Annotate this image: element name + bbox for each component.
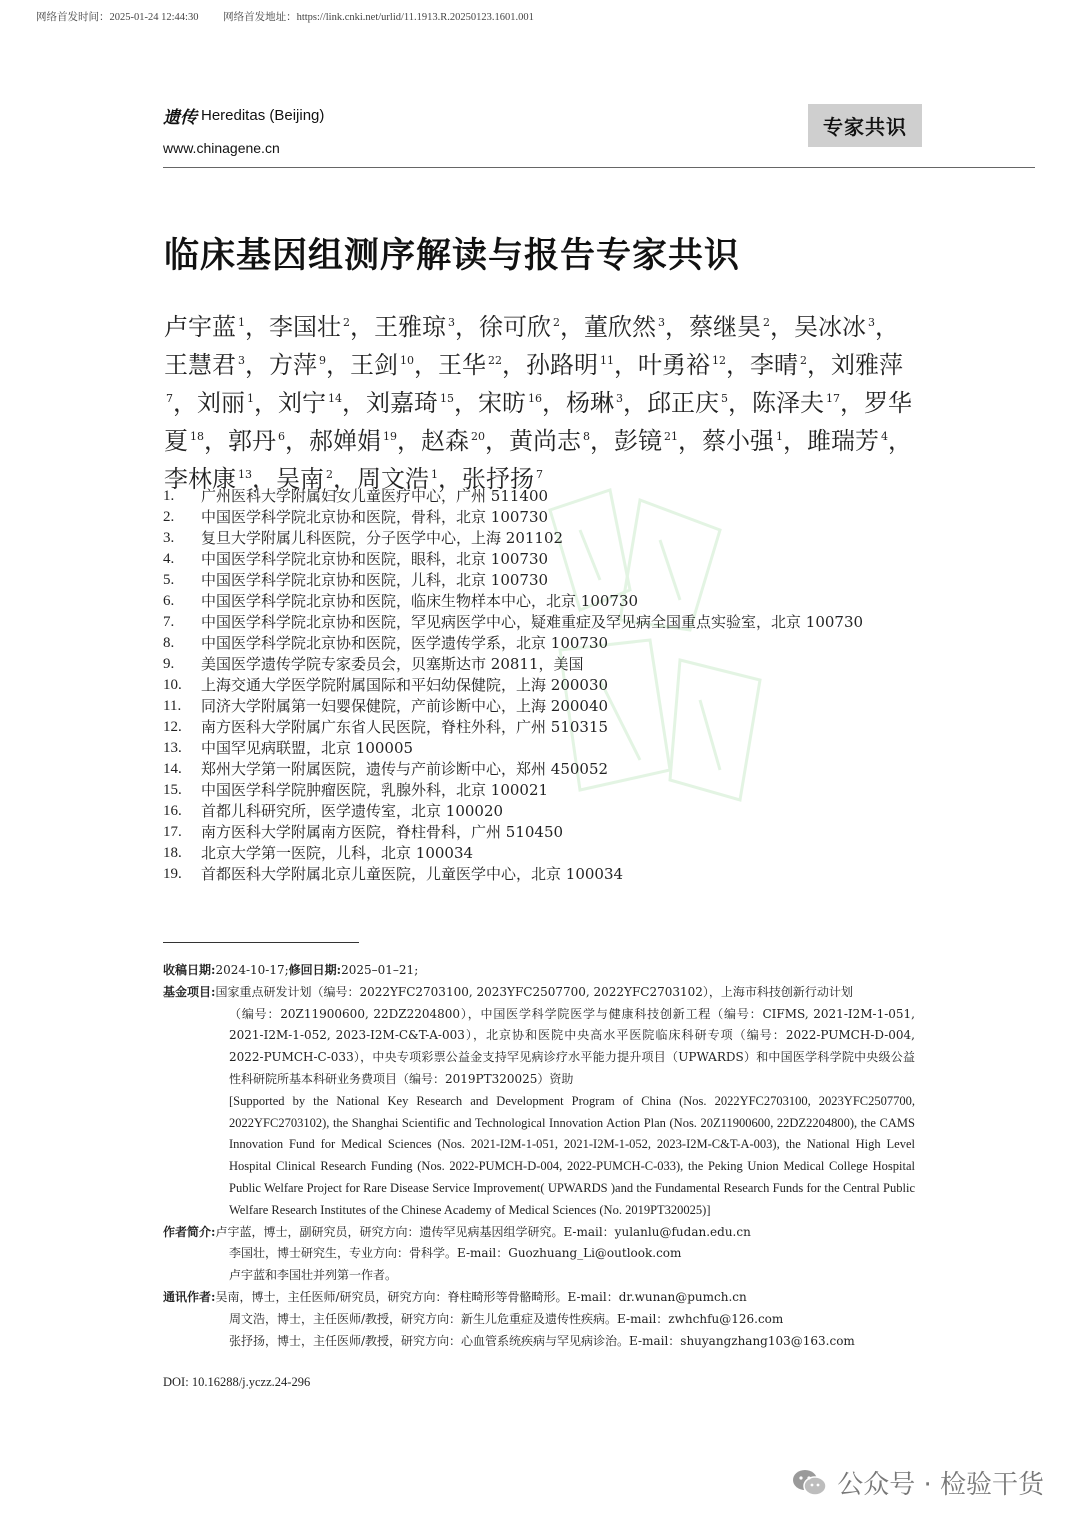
affiliation-text: 南方医科大学附属广东省人民医院，脊柱外科，广州 510315 [201, 718, 609, 736]
affiliation-number: 14. [163, 761, 182, 777]
affiliation-text: 南方医科大学附属南方医院，脊柱骨科，广州 510450 [201, 823, 564, 841]
author-separator: ， [342, 389, 366, 417]
affiliation-item [163, 675, 903, 696]
affiliation-item [163, 843, 903, 864]
author-bio-3: 卢宇蓝和李国壮并列第一作者。 [229, 1268, 398, 1283]
affiliation-text: 复旦大学附属儿科医院，分子医学中心，上海 201102 [201, 529, 564, 547]
author-affiliation-mark: 6 [278, 430, 285, 443]
author-separator: ， [455, 313, 479, 341]
author-separator: ， [590, 427, 614, 455]
author-affiliation-mark: 16 [528, 392, 542, 405]
author-separator: ， [350, 313, 374, 341]
author-name: 王华 [438, 351, 486, 379]
affiliation-text: 广州医科大学附属妇女儿童医疗中心，广州 511400 [201, 487, 549, 505]
author-affiliation-mark: 3 [868, 316, 875, 329]
affiliation-text: 中国医学科学院北京协和医院，医学遗传学系，北京 100730 [201, 634, 609, 652]
fund-cn-rest: （编号：20Z11900600, 22DZ2204800），中国医学科学院医学与健康科技创新工程（编号：CIFMS, 2021-I2M-1-051, 2021-I2M-1-052, 2023-I2M-C&T-A-003），北京协和医院中央高水平医院临床科研专项（编号：2022-PUMCH-D-004, 2022-PUMCH-C-033），中央专项彩票公益金支持罕见病诊疗水平能力提升项目（UPWARDS）和中国医学科学院中央级公益性科研院所基本科研业务费项目（编号：2019PT320025）资助 [229, 1006, 915, 1086]
author-affiliation-mark: 4 [881, 430, 888, 443]
author-affiliation-mark: 2 [326, 468, 333, 481]
author-separator: ， [888, 427, 912, 455]
affiliation-text: 上海交通大学医学院附属国际和平妇幼保健院，上海 200030 [201, 676, 609, 694]
author-name: 陈泽夫 [752, 389, 824, 417]
revised-label: 修回日期: [288, 963, 342, 977]
author-separator: ， [254, 389, 278, 417]
corresponding-2: 周文浩，博士，主任医师/教授，研究方向：新生儿危重症及遗传性疾病。E-mail：zwhchfu@126.com [229, 1311, 784, 1326]
author-affiliation-mark: 19 [383, 430, 397, 443]
author-bio-label: 作者简介: [163, 1224, 216, 1239]
author-name: 张抒扬 [462, 465, 534, 493]
affiliation-list [163, 486, 903, 885]
affiliation-item [163, 759, 903, 780]
author-affiliation-mark: 9 [319, 354, 326, 367]
author-name: 王剑 [350, 351, 398, 379]
author-affiliation-mark: 11 [600, 354, 614, 367]
article-type-badge: 专家共识 [808, 104, 922, 147]
affiliation-number: 16. [163, 803, 182, 819]
author-affiliation-mark: 1 [776, 430, 783, 443]
author-affiliation-mark: 2 [763, 316, 770, 329]
author-affiliation-mark: 20 [471, 430, 485, 443]
author-name: 蔡继昊 [689, 313, 761, 341]
affiliation-number: 2. [163, 509, 175, 525]
author-name: 王慧君 [164, 351, 236, 379]
online-publish-info [36, 9, 556, 24]
author-affiliation-mark: 3 [238, 354, 245, 367]
author-separator: ， [665, 313, 689, 341]
author-affiliation-mark: 3 [658, 316, 665, 329]
affiliation-item [163, 612, 903, 633]
author-name: 吴冰冰 [794, 313, 866, 341]
author-name: 李晴 [750, 351, 798, 379]
affiliation-text: 中国罕见病联盟，北京 100005 [201, 739, 414, 757]
affiliation-text: 中国医学科学院北京协和医院，儿科，北京 100730 [201, 571, 549, 589]
author-separator: ， [783, 427, 807, 455]
footnote-rule [163, 942, 359, 943]
corresponding-row [163, 1287, 915, 1309]
author-separator: ， [807, 351, 831, 379]
author-separator: ， [623, 389, 647, 417]
author-bio-1: 卢宇蓝，博士，副研究员，研究方向：遗传罕见病基因组学研究。E-mail：yulanlu@fudan.edu.cn [215, 1224, 751, 1239]
affiliation-item [163, 549, 903, 570]
author-name: 王雅琼 [374, 313, 446, 341]
author-name: 郭丹 [228, 427, 276, 455]
author-affiliation-mark: 3 [448, 316, 455, 329]
affiliation-item [163, 654, 903, 675]
revised-date: 2025–01–21; [341, 963, 419, 977]
dates-row [163, 960, 915, 982]
affiliation-number: 18. [163, 845, 182, 861]
publish-time: 网络首发时间：2025-01-24 12:44:30 [36, 12, 199, 23]
author-name: 李国壮 [269, 313, 341, 341]
author-separator: ， [245, 313, 269, 341]
affiliation-number: 11. [163, 698, 182, 714]
affiliation-item [163, 864, 903, 885]
author-name: 刘宁 [278, 389, 326, 417]
journal-website[interactable]: www.chinagene.cn [163, 140, 280, 156]
fund-row [163, 982, 915, 1004]
affiliation-item [163, 633, 903, 654]
author-separator: ， [560, 313, 584, 341]
author-affiliation-mark: 3 [616, 392, 623, 405]
journal-header [163, 103, 324, 128]
author-name: 刘嘉琦 [366, 389, 438, 417]
author-affiliation-mark: 2 [343, 316, 350, 329]
affiliation-number: 9. [163, 656, 175, 672]
author-separator: ， [542, 389, 566, 417]
affiliation-item [163, 528, 903, 549]
fund-label: 基金项目: [163, 984, 216, 999]
affiliation-number: 15. [163, 782, 182, 798]
affiliation-number: 8. [163, 635, 175, 651]
affiliation-item [163, 507, 903, 528]
wechat-icon [791, 1467, 829, 1499]
author-bio-2: 李国壮，博士研究生，专业方向：骨科学。E-mail：Guozhuang_Li@outlook.com [229, 1246, 682, 1261]
affiliation-number: 19. [163, 866, 182, 882]
author-separator: ， [614, 351, 638, 379]
author-affiliation-mark: 7 [166, 392, 173, 405]
wechat-watermark [791, 1464, 1044, 1501]
author-separator: ， [678, 427, 702, 455]
author-affiliation-mark: 2 [553, 316, 560, 329]
affiliation-item [163, 738, 903, 759]
author-name: 徐可欣 [479, 313, 551, 341]
author-separator: ， [770, 313, 794, 341]
fund-en: [Supported by the National Key Research and Development Program of China (Nos. 2022YFC2703100, 2023YFC2507700, 2022YFC2703102), the Shanghai Scientific and Technological Innovation Action Plan (Nos. 20Z11900600, 22DZ2204800), the CAMS Innovation Fund for Medical Sciences (Nos. 2021-I2M-1-051, 2021-I2M-1-052, 2023-I2M-C&T-A-003), the National High Level Hospital Clinical Research Funding (Nos. 2022-PUMCH-D-004, 2022-PUMCH-C-033), the Peking Union Medical College Hospital Public Welfare Project for Rare Disease Service Improvement( UPWARDS )and the Fundamental Research Funds for the Central Public Welfare Research Institutes of the Chinese Academy of Medical Sciences (No. 2019PT320025)] [229, 1093, 915, 1217]
author-name: 董欣然 [584, 313, 656, 341]
author-separator: ， [726, 351, 750, 379]
author-name: 刘丽 [197, 389, 245, 417]
author-affiliation-mark: 18 [190, 430, 204, 443]
affiliation-item [163, 780, 903, 801]
author-affiliation-mark: 8 [583, 430, 590, 443]
author-separator: ， [414, 351, 438, 379]
author-separator: ， [397, 427, 421, 455]
author-name: 彭镜 [614, 427, 662, 455]
author-separator: ， [875, 313, 899, 341]
author-name: 方萍 [269, 351, 317, 379]
author-affiliation-mark: 12 [712, 354, 726, 367]
author-affiliation-mark: 21 [664, 430, 678, 443]
author-separator: ， [485, 427, 509, 455]
author-affiliation-mark: 1 [238, 316, 245, 329]
author-separator: ， [245, 351, 269, 379]
affiliation-item [163, 486, 903, 507]
author-separator: ， [285, 427, 309, 455]
author-name: 宋昉 [478, 389, 526, 417]
affiliation-number: 1. [163, 488, 175, 504]
author-separator: ， [326, 351, 350, 379]
author-name: 郝婵娟 [309, 427, 381, 455]
article-title: 临床基因组测序解读与报告专家共识 [164, 235, 741, 276]
affiliation-text: 中国医学科学院北京协和医院，眼科，北京 100730 [201, 550, 549, 568]
author-name: 赵森 [421, 427, 469, 455]
author-separator: ， [728, 389, 752, 417]
fund-cn-first: 国家重点研发计划（编号：2022YFC2703100, 2023YFC2507700, 2022YFC2703102），上海市科技创新行动计划 [215, 984, 853, 999]
author-affiliation-mark: 5 [721, 392, 728, 405]
author-affiliation-mark: 14 [328, 392, 342, 405]
affiliation-item [163, 717, 903, 738]
author-separator: ， [840, 389, 864, 417]
affiliation-number: 7. [163, 614, 175, 630]
author-separator: ， [502, 351, 526, 379]
affiliation-item [163, 591, 903, 612]
affiliation-number: 5. [163, 572, 175, 588]
corresponding-3: 张抒扬，博士，主任医师/教授，研究方向：心血管系统疾病与罕见病诊治。E-mail：shuyangzhang103@163.com [229, 1333, 855, 1348]
affiliation-item [163, 570, 903, 591]
author-name: 蔡小强 [702, 427, 774, 455]
received-label: 收稿日期: [163, 963, 216, 977]
author-name: 黄尚志 [509, 427, 581, 455]
received-date: 2024-10-17; [215, 963, 289, 977]
affiliation-number: 6. [163, 593, 175, 609]
author-name: 刘雅萍 [831, 351, 903, 379]
author-affiliation-mark: 15 [440, 392, 454, 405]
author-name: 吴南 [276, 465, 324, 493]
author-name: 孙路明 [526, 351, 598, 379]
affiliation-number: 17. [163, 824, 182, 840]
affiliation-item [163, 801, 903, 822]
affiliation-text: 中国医学科学院北京协和医院，临床生物样本中心，北京 100730 [201, 592, 639, 610]
affiliation-text: 首都医科大学附属北京儿童医院，儿童医学中心，北京 100034 [201, 865, 624, 883]
affiliation-text: 中国医学科学院北京协和医院，罕见病医学中心，疑难重症及罕见病全国重点实验室，北京 100730 [201, 613, 864, 631]
author-affiliation-mark: 13 [238, 468, 252, 481]
article-notes [163, 960, 915, 1352]
author-separator: ， [173, 389, 197, 417]
affiliation-number: 4. [163, 551, 175, 567]
affiliation-text: 郑州大学第一附属医院，遗传与产前诊断中心，郑州 450052 [201, 760, 609, 778]
author-affiliation-mark: 17 [826, 392, 840, 405]
corresponding-label: 通讯作者: [163, 1289, 216, 1304]
author-name: 邱正庆 [647, 389, 719, 417]
author-separator: ， [333, 465, 357, 493]
affiliation-item [163, 696, 903, 717]
author-name: 周文浩 [357, 465, 429, 493]
author-affiliation-mark: 1 [247, 392, 254, 405]
author-affiliation-mark: 7 [536, 468, 543, 481]
author-name: 李林康 [164, 465, 236, 493]
author-separator: ， [454, 389, 478, 417]
author-list [164, 306, 918, 496]
author-affiliation-mark: 1 [431, 468, 438, 481]
publish-address: 网络首发地址：https://link.cnki.net/urlid/11.1913.R.20250123.1601.001 [223, 12, 534, 23]
author-affiliation-mark: 10 [400, 354, 414, 367]
affiliation-number: 12. [163, 719, 182, 735]
affiliation-text: 中国医学科学院北京协和医院，骨科，北京 100730 [201, 508, 549, 526]
author-name: 杨琳 [566, 389, 614, 417]
author-bio-row [163, 1222, 915, 1244]
affiliation-number: 13. [163, 740, 182, 756]
affiliation-item [163, 822, 903, 843]
author-separator: ， [438, 465, 462, 493]
affiliation-text: 中国医学科学院肿瘤医院，乳腺外科，北京 100021 [201, 781, 549, 799]
corresponding-1: 吴南，博士，主任医师/研究员，研究方向：脊柱畸形等骨骼畸形。E-mail：dr.wunan@pumch.cn [215, 1289, 747, 1304]
affiliation-text: 同济大学附属第一妇婴保健院，产前诊断中心，上海 200040 [201, 697, 609, 715]
author-separator: ， [204, 427, 228, 455]
header-divider [163, 167, 1035, 168]
affiliation-text: 首都儿科研究所，医学遗传室，北京 100020 [201, 802, 504, 820]
affiliation-number: 10. [163, 677, 182, 693]
affiliation-number: 3. [163, 530, 175, 546]
author-name: 卢宇蓝 [164, 313, 236, 341]
journal-logo: 遗传 [163, 108, 197, 128]
affiliation-text: 北京大学第一医院，儿科，北京 100034 [201, 844, 474, 862]
author-affiliation-mark: 2 [800, 354, 807, 367]
author-name: 叶勇裕 [638, 351, 710, 379]
doi[interactable]: DOI: 10.16288/j.yczz.24-296 [163, 1375, 311, 1389]
affiliation-text: 美国医学遗传学院专家委员会，贝塞斯达市 20811，美国 [201, 655, 584, 673]
author-name: 罗华夏 [164, 389, 912, 455]
author-name: 雎瑞芳 [807, 427, 879, 455]
author-affiliation-mark: 22 [488, 354, 502, 367]
author-separator: ， [252, 465, 276, 493]
journal-name: Hereditas (Beijing) [201, 107, 325, 124]
watermark-text: 公众号 · 检验干货 [837, 1470, 1044, 1500]
